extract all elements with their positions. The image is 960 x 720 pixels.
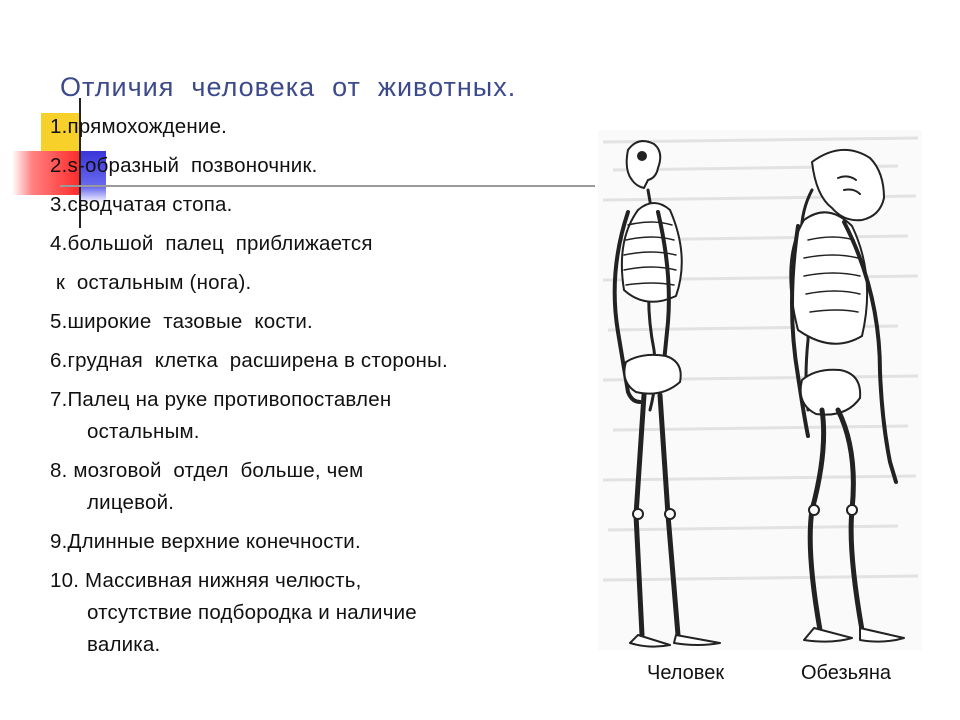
list-item: 6.грудная клетка расширена в стороны. [50, 349, 448, 372]
list-item-continuation: лицевой. [87, 491, 175, 514]
list-item-continuation: валика. [87, 633, 161, 656]
caption-ape: Обезьяна [801, 662, 892, 684]
list-item: 10. Массивная нижняя челюсть, [50, 569, 362, 592]
slide-title: Отличия человека от животных. [60, 72, 517, 102]
skeleton-comparison-figure [598, 130, 922, 650]
list-item: 3.сводчатая стопа. [50, 193, 233, 216]
list-item: 5.широкие тазовые кости. [50, 310, 313, 333]
ape-skeleton-image [790, 150, 904, 642]
list-item: 1.прямохождение. [50, 115, 228, 138]
human-skeleton-image [615, 141, 720, 647]
list-item: к остальным (нога). [50, 271, 252, 294]
list-item-continuation: остальным. [87, 420, 200, 443]
list-item: 9.Длинные верхние конечности. [50, 530, 361, 553]
list-item: 2.s-образный позвоночник. [50, 154, 318, 177]
list-item-continuation: отсутствие подбородка и наличие [87, 601, 417, 624]
differences-list [50, 111, 448, 661]
list-item: 8. мозговой отдел больше, чем [50, 459, 364, 482]
list-item: 4.большой палец приближается [50, 232, 373, 255]
caption-human: Человек [647, 662, 725, 684]
list-item: 7.Палец на руке противопоставлен [50, 388, 392, 411]
